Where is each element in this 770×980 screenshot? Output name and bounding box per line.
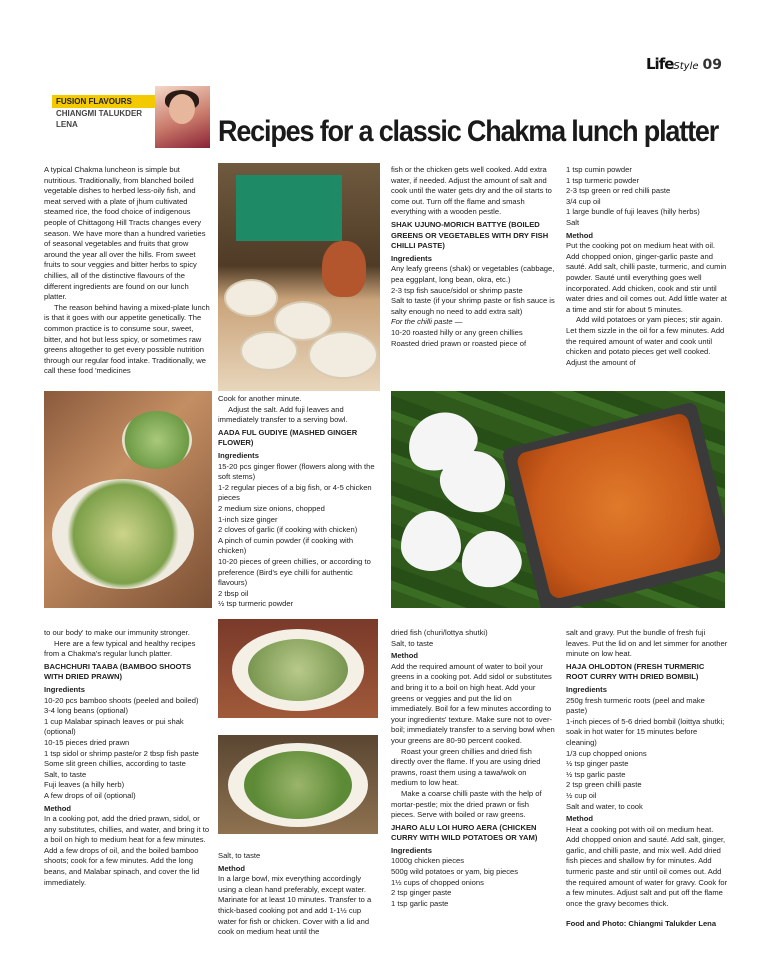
ingredient-item: 3-4 long beans (optional)	[44, 706, 129, 716]
brand-name: Life	[646, 55, 674, 73]
ingredient-item: 3/4 cup oil	[566, 196, 601, 206]
ingredient-item: Salt, to taste	[391, 638, 434, 648]
ingredient-item: 1000g chicken pieces	[391, 856, 465, 866]
continued-paragraph: to our body' to make our immunity stronger.	[44, 628, 190, 637]
ingredient-item: A pinch of cumin powder (if cooking with chicken)	[218, 535, 354, 556]
ingredient-item: 10-15 pieces dried prawn	[44, 737, 130, 747]
ingredient-item: 2 medium size onions, chopped	[218, 503, 325, 513]
column-4	[566, 165, 728, 368]
recipe-title-jharo-alu: JHARO ALU LOI HURO AERA (CHICKEN CURRY WITH WILD POTATOES OR YAM)	[391, 822, 538, 843]
method-paragraph: Heat a cooking pot with oil on medium heat. Add chopped onion and sauté. Add salt, ginger, garlic, and chilli paste, and mix well. Add dried fish pieces and shallow fry for minutes. Add turmeric paste and stir until oil comes out. Add the required amount of water for gravy. Cook for a few minutes. Adjust salt and put off the flame once the gravy becomes thick.	[566, 824, 728, 908]
column-4-bottom	[566, 628, 728, 930]
ingredient-item: 1 cup Malabar spinach leaves or pui shak (optional)	[44, 716, 184, 737]
continued-paragraph-2: Adjust the salt. Add fuji leaves and immediately transfer to a serving bowl.	[218, 404, 348, 425]
photo-ginger-flower	[218, 619, 378, 718]
ingredient-item: 1 tsp cumin powder	[566, 165, 632, 174]
column-1-bottom	[44, 628, 210, 888]
method-label: Method	[391, 651, 418, 661]
method-paragraph-1: Add the required amount of water to boil your greens in a cooking pot. Add sidol or substitutes and bring it to a boil on high heat. Add your greens or veggies and put the lid on immediately. Boil for a few minutes according to your ingredients' texture. Make sure not to over-boil; immediately transfer to a serving bowl when your greens are 80-90 percent cooked.	[391, 661, 555, 745]
byline-line-1: CHIANGMI TALUKDER	[56, 109, 143, 118]
chilli-paste-label: For the chilli paste —	[391, 317, 463, 327]
ingredients-label: Ingredients	[218, 450, 259, 460]
intro-paragraph-1: A typical Chakma luncheon is simple but nutritious. Traditionally, from blanched boiled vegetable dishes to herbed less-oily fish, and meat served with a plate of jhum cultivated steamed rice, the food choice of indigenous people of Chittagong Hill Tracts changes every season. We have more than a hundred varieties of seasonal vegetables and fruits that grow around the year all over the hills. From sweet fruits to sour veggies and bitter herbs to spicy chillies, all of the distinctive flavours of the different ingredients are found on our lunch platter.	[44, 165, 206, 302]
ingredient-item: 10-20 pieces of green chillies, or according to preference (Bird's eye chilli for authentic flavours)	[218, 556, 371, 588]
byline-line-2: LENA	[56, 120, 78, 129]
ingredient-item: 1-inch size ginger	[218, 514, 278, 524]
ingredient-item: ½ tsp garlic paste	[566, 769, 626, 779]
photo-bowl-peas	[122, 411, 192, 469]
ingredient-item: 2-3 tsp fish sauce/sidol or shrimp paste	[391, 285, 523, 295]
intro-column	[44, 165, 210, 377]
recipe-title-shak-ujuno: SHAK UJUNO-MORICH BATTYE (BOILED GREENS OR VEGETABLES WITH DRY FISH CHILLI PASTE)	[391, 219, 549, 251]
method-paragraph-2: Add wild potatoes or yam pieces; stir again. Let them sizzle in the oil for a few minutes. Add the required amount of water and cook until chicken and potato pieces get well cooked. Adjust the amount of	[566, 315, 725, 367]
ingredient-item: 1 tsp garlic paste	[391, 898, 449, 908]
method-label: Method	[566, 230, 593, 240]
photo-clay-pot	[322, 241, 366, 297]
ingredient-item: 15-20 pcs ginger flower (flowers along with the soft stems)	[218, 461, 375, 482]
intro-paragraph-2: The reason behind having a mixed-plate lunch is that it goes with our appetite genetically. The common practice is to consume sour, sweet, bitter, and hot but less spicy, or sometimes raw greens altogether to get every possible nutrition through our regular food intake. Traditionally, we call these food 'medicines	[44, 302, 210, 376]
photo-greens	[244, 751, 352, 819]
continued-paragraph: fish or the chicken gets well cooked. Add extra water, if needed. Adjust the amount of salt and cook until the water gets dry and the oil starts to come out. Turn off the flame and smash everything with a wooden pestle.	[391, 165, 552, 217]
photo-boiled-greens	[218, 735, 378, 834]
photo-mashed-ginger-flower	[248, 639, 348, 701]
ingredient-item: 1 large bundle of fuji leaves (hilly herbs)	[566, 207, 700, 217]
ingredient-item: A few drops of oil (optional)	[44, 790, 136, 800]
photo-bowl	[308, 331, 378, 379]
ingredient-item: ½ tsp ginger paste	[566, 759, 629, 769]
ingredient-item: Salt and water, to cook	[566, 801, 643, 811]
continued-paragraph: salt and gravy. Put the bundle of fresh fuji leaves. Put the lid on and let simmer for another minute on low heat.	[566, 628, 728, 659]
method-label: Method	[218, 863, 245, 873]
photo-green-cloth	[236, 175, 342, 241]
column-2	[218, 394, 380, 610]
ingredient-item: 1 tsp turmeric powder	[566, 175, 640, 185]
ingredient-item: 1-inch pieces of 5-6 dried bombil (loittya shutki; soak in hot water for 15 minutes before cleaning)	[566, 716, 725, 747]
author-portrait	[155, 86, 210, 148]
ingredient-item: 2-3 tsp green or red chilli paste	[566, 186, 671, 196]
method-paragraph-1: Put the cooking pot on medium heat with oil. Add chopped onion, ginger-garlic paste and sauté. Add salt, chilli paste, turmeric, and cumin powder. Sauté until everything goes well incorporated. Add chicken, cook and stir until water dries and oil comes out. Add little water at a time and stir for about 5 minutes.	[566, 241, 727, 314]
method-paragraph: In a large bowl, mix everything accordingly using a clean hand preferably, except water. Marinate for at least 10 minutes. Transfer to a thick-based cooking pot and add 1-1½ cup water for fish or chicken. Cover with a lid and cook on medium heat until the	[218, 874, 372, 937]
ingredient-item: 1-2 regular pieces of a big fish, or 4-5 chicken pieces	[218, 482, 372, 503]
portrait-face	[169, 94, 195, 124]
recipe-title-bachchuri: BACHCHURI TAABA (BAMBOO SHOOTS WITH DRIED PRAWN)	[44, 661, 192, 682]
ingredient-item: Salt, to taste	[44, 769, 87, 779]
recipe-title-haja-ohlodton: HAJA OHLODTON (FRESH TURMERIC ROOT CURRY WITH DRIED BOMBIL)	[566, 661, 705, 682]
ingredient-item: Roasted dried prawn or roasted piece of	[391, 338, 527, 348]
method-paragraph-3: Make a coarse chilli paste with the help of mortar-pestle; mix the dried prawn or fish pieces. Serve with boiled or raw greens.	[391, 788, 542, 820]
ingredients-label: Ingredients	[391, 253, 432, 263]
photo-white-flower	[401, 511, 461, 571]
ingredient-item: 2 cloves of garlic (if cooking with chicken)	[218, 525, 358, 535]
ingredient-item: Salt	[566, 217, 580, 227]
method-paragraph: In a cooking pot, add the dried prawn, sidol, or any substitutes, chillies, and water, and bring it to a boil on high to medium heat for a few minutes. Add a few drops of oil, and the boiled bamboo shoots; cook for a few minutes. Add the long beans, and Malabar spinach, and cover the lid immediately.	[44, 814, 210, 887]
ingredient-item: ½ tsp turmeric powder	[218, 599, 294, 609]
photo-bowl-bamboo	[52, 479, 194, 589]
photo-bowl	[224, 279, 278, 317]
ingredient-item: 250g fresh turmeric roots (peel and make paste)	[566, 695, 705, 716]
ingredient-item: 10-20 pcs bamboo shoots (peeled and boiled)	[44, 695, 199, 705]
photo-white-flower	[457, 526, 526, 592]
method-label: Method	[44, 803, 71, 813]
ingredient-item: ½ cup oil	[566, 790, 597, 800]
ingredients-label: Ingredients	[391, 845, 432, 855]
ingredient-item: Salt to taste (if your shrimp paste or fish sauce is salty enough no need to add extra salt)	[391, 296, 555, 316]
ingredient-item: 500g wild potatoes or yam, big pieces	[391, 867, 519, 877]
ingredient-item: Salt, to taste	[218, 851, 261, 860]
method-paragraph-2: Roast your green chillies and dried fish directly over the flame. If you are using dried prawns, roast them using a tawa/wok on medium to low heat.	[391, 746, 541, 788]
photo-lunch-platter	[218, 163, 380, 391]
column-2-bottom	[218, 851, 380, 938]
column-3-bottom	[391, 628, 555, 909]
photo-chicken-curry	[391, 391, 725, 608]
ingredient-item: Any leafy greens (shak) or vegetables (cabbage, pea eggplant, long bean, okra, etc.)	[391, 264, 555, 284]
ingredient-item: 2 tbsp oil	[218, 588, 249, 598]
ingredient-item: 1/3 cup chopped onions	[566, 748, 647, 758]
ingredients-label: Ingredients	[44, 684, 85, 694]
column-3	[391, 165, 555, 349]
ingredient-item: Fuji leaves (a hilly herb)	[44, 780, 125, 790]
ingredient-item: 1 tsp sidol or shrimp paste/or 2 tbsp fish paste	[44, 748, 199, 758]
brand-suffix: Style	[673, 61, 699, 72]
recipe-title-aada-ful: AADA FUL GUDIYE (MASHED GINGER FLOWER)	[218, 427, 358, 448]
photo-bamboo-shoots	[44, 391, 212, 608]
ingredient-item: 2 tsp green chilli paste	[566, 780, 642, 790]
ingredient-item: Some slit green chillies, according to taste	[44, 759, 186, 769]
method-label: Method	[566, 814, 593, 824]
intro-recipes-paragraph: Here are a few typical and healthy recipes from a Chakma's regular lunch platter.	[44, 638, 196, 659]
ingredients-label: Ingredients	[566, 684, 607, 694]
page-number: 09	[702, 57, 723, 73]
ingredient-item: 2 tsp ginger paste	[391, 888, 452, 898]
ingredient-item: dried fish (churi/lottya shutki)	[391, 628, 488, 637]
byline	[56, 108, 142, 130]
magazine-brand	[646, 55, 722, 73]
column-tag: FUSION FLAVOURS	[52, 95, 158, 108]
headline: Recipes for a classic Chakma lunch platter	[218, 115, 719, 148]
continued-paragraph: Cook for another minute.	[218, 394, 302, 403]
ingredient-item: 1½ cups of chopped onions	[391, 877, 484, 887]
ingredient-item: 10-20 roasted hilly or any green chillies	[391, 327, 523, 337]
photo-bowl	[240, 331, 298, 371]
photo-credit: Food and Photo: Chiangmi Talukder Lena	[566, 919, 717, 929]
